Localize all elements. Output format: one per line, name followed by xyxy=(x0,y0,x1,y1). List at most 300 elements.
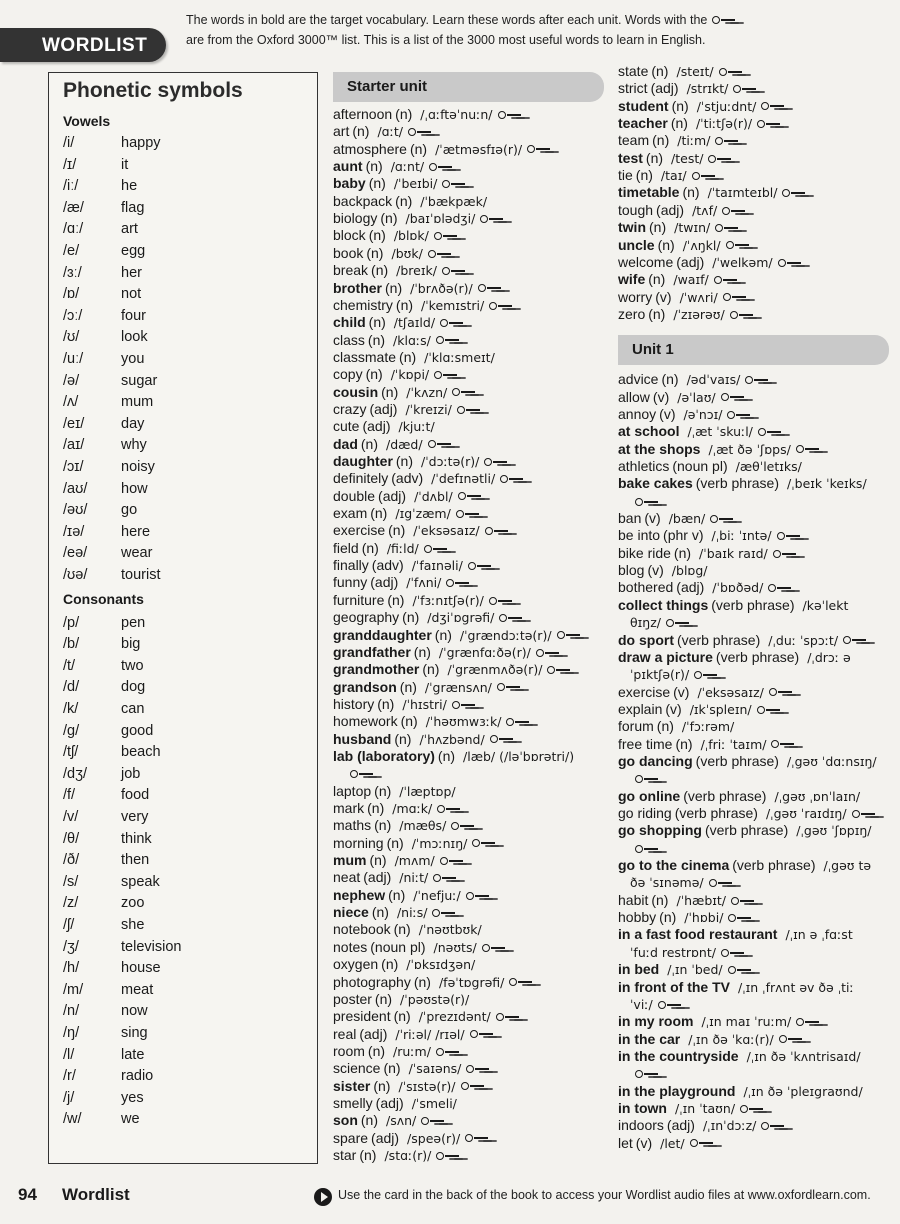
wordlist-entry xyxy=(618,202,746,219)
oxford-3000-key-icon xyxy=(536,649,560,658)
phonetic-symbol: /eɪ/ xyxy=(63,415,85,432)
example-word: how xyxy=(121,480,148,497)
entry-word: room xyxy=(333,1042,365,1059)
part-of-speech: (n) xyxy=(437,747,456,764)
pronunciation: /ˈhɒbi/ xyxy=(684,910,724,926)
part-of-speech: (n) xyxy=(361,539,379,556)
pronunciation: /ˌgəʊ ˈraɪdɪŋ/ xyxy=(765,806,847,821)
part-of-speech: (verb phrase) xyxy=(674,805,758,821)
oxford-3000-key-icon xyxy=(782,189,806,198)
entry-word: definitely xyxy=(333,470,389,487)
phonetic-symbol: /iː/ xyxy=(63,178,79,195)
oxford-3000-key-icon xyxy=(472,839,496,848)
pronunciation: /ˌɪn maɪ ˈruːm/ xyxy=(701,1014,792,1030)
part-of-speech: (adj) xyxy=(676,579,705,596)
oxford-3000-key-icon xyxy=(470,1030,494,1039)
entry-word: art xyxy=(333,123,350,140)
pronunciation: /ˈgrænsʌn/ xyxy=(424,679,492,695)
part-of-speech: (adv) xyxy=(391,470,424,487)
entry-word: forum xyxy=(618,718,654,735)
part-of-speech: (n) xyxy=(387,591,405,608)
example-word: radio xyxy=(121,1068,154,1085)
pronunciation: /əˈlaʊ/ xyxy=(677,389,716,405)
oxford-3000-key-icon xyxy=(500,475,524,484)
oxford-3000-key-icon xyxy=(773,550,797,559)
part-of-speech: (n) xyxy=(371,262,389,279)
part-of-speech: (verb phrase) xyxy=(683,787,767,804)
example-word: flag xyxy=(121,199,145,216)
entry-word: state xyxy=(618,63,649,79)
wordlist-entry xyxy=(333,453,508,470)
pronunciation: /ɑːnt/ xyxy=(390,159,425,175)
oxford-3000-key-icon xyxy=(635,845,659,854)
phonetic-symbol: /g/ xyxy=(63,722,80,739)
entry-word: in my room xyxy=(618,1013,694,1030)
oxford-3000-key-icon xyxy=(730,311,754,320)
wordlist-entry xyxy=(333,869,457,886)
wordlist-entry xyxy=(333,488,482,505)
vowel-row xyxy=(63,351,144,372)
wordlist-entry xyxy=(618,115,781,132)
entry-word: bike ride xyxy=(618,544,671,561)
entry-word: allow xyxy=(618,388,650,405)
part-of-speech: (n) xyxy=(422,661,440,678)
phonetic-symbols-box xyxy=(48,72,318,1164)
wordlist-entry xyxy=(618,545,797,562)
part-of-speech: (verb phrase) xyxy=(711,596,795,613)
oxford-3000-key-icon xyxy=(482,944,506,953)
wordlist-entry xyxy=(333,748,574,783)
part-of-speech: (n) xyxy=(409,140,428,157)
pronunciation: /ˌɪn ðə ˈkʌntrisaɪd/ xyxy=(746,1048,861,1064)
pronunciation: /ˌɑːftəˈnuːn/ xyxy=(420,107,493,122)
pronunciation: /ˈnəʊtbʊk/ xyxy=(418,922,482,938)
example-word: food xyxy=(121,787,150,804)
part-of-speech: (n) xyxy=(393,921,411,938)
part-of-speech: (n) xyxy=(395,453,414,469)
phonetic-symbol: /i/ xyxy=(63,135,75,151)
oxford-3000-key-icon xyxy=(758,428,782,437)
wordlist-entry xyxy=(333,921,482,938)
oxford-3000-key-icon xyxy=(480,215,504,224)
oxford-3000-key-icon xyxy=(509,978,533,987)
wordlist-entry xyxy=(333,800,461,817)
wordlist-entry xyxy=(618,701,781,718)
wordlist-entry xyxy=(618,736,795,753)
vowel-row xyxy=(63,459,155,480)
phonetic-symbol: /ʒ/ xyxy=(63,938,79,955)
oxford-3000-key-icon xyxy=(458,492,482,501)
wordlist-entry xyxy=(333,193,487,210)
consonant-row xyxy=(63,831,152,852)
pronunciation: /breɪk/ xyxy=(396,263,437,279)
entry-word: indoors xyxy=(618,1117,664,1134)
entry-word: cute xyxy=(333,418,360,435)
example-word: pen xyxy=(121,614,146,631)
wordlist-entry xyxy=(333,904,456,921)
pronunciation: /ˌfriː ˈtaɪm/ xyxy=(700,736,767,752)
wordlist-entry xyxy=(618,458,802,475)
example-word: two xyxy=(121,657,144,674)
intro-line-1: The words in bold are the target vocabulary. Learn these words after each unit. Words with the xyxy=(186,13,708,27)
pronunciation: /ˌɪn ˌfrʌnt əv ðə ˌtiː xyxy=(737,979,854,995)
entry-word: teacher xyxy=(618,115,668,132)
consonants-heading: Consonants xyxy=(63,590,144,607)
oxford-3000-key-icon xyxy=(408,128,432,137)
wordlist-entry xyxy=(333,141,551,158)
oxford-3000-key-icon xyxy=(436,336,460,345)
pronunciation-continued: ˈpɪktʃə(r)/ xyxy=(618,666,851,683)
page-title: Wordlist xyxy=(62,1185,130,1204)
phonetic-symbol: /ɔɪ/ xyxy=(63,459,84,475)
entry-word: maths xyxy=(333,817,372,834)
entry-word: exam xyxy=(333,505,368,522)
entry-word: let xyxy=(618,1134,633,1151)
wordlist-entry xyxy=(333,1130,489,1147)
part-of-speech: (verb phrase) xyxy=(704,822,789,839)
vowel-row xyxy=(63,243,145,264)
entry-word: history xyxy=(333,695,375,712)
example-word: yes xyxy=(121,1089,144,1106)
example-word: dog xyxy=(121,679,146,696)
part-of-speech: (v) xyxy=(673,683,690,700)
consonant-row xyxy=(63,1068,153,1089)
pronunciation: /ˈsaɪəns/ xyxy=(408,1061,462,1077)
wordlist-entry xyxy=(618,441,820,458)
oxford-3000-key-icon xyxy=(547,666,571,675)
phonetic-symbol: /uː/ xyxy=(63,351,84,367)
part-of-speech: (n) xyxy=(670,115,688,132)
entry-word: uncle xyxy=(618,236,655,253)
oxford-3000-key-icon xyxy=(451,822,475,831)
part-of-speech: (n) xyxy=(383,1060,401,1077)
example-word: tourist xyxy=(121,567,161,583)
unit-1-title: Unit 1 xyxy=(632,341,674,359)
entry-word: geography xyxy=(333,609,400,626)
vowel-row xyxy=(63,157,128,178)
entry-word: go online xyxy=(618,787,681,804)
part-of-speech: (adj) xyxy=(378,487,407,504)
pronunciation: /ˌgəʊ ˈdɑːnsɪŋ/ xyxy=(786,753,877,769)
pronunciation: /ˈgrænfɑːðə(r)/ xyxy=(438,644,531,660)
entry-word: in the car xyxy=(618,1030,681,1047)
pronunciation: /ɑːt/ xyxy=(377,124,403,140)
wordlist-entry xyxy=(333,418,435,435)
wordlist-entry xyxy=(618,423,782,440)
pronunciation: /ˈfɔːrəm/ xyxy=(681,719,735,735)
phonetic-symbol: /ɔː/ xyxy=(63,307,83,324)
phonetic-symbol: /ʊ/ xyxy=(63,329,80,346)
intro-text xyxy=(186,10,786,50)
wordlist-entry xyxy=(618,254,802,271)
pronunciation: /ˈfaɪnəli/ xyxy=(411,558,463,574)
consonant-row xyxy=(63,982,153,1003)
example-word: now xyxy=(121,1003,148,1020)
key-icon xyxy=(712,16,736,25)
entry-word: team xyxy=(618,132,650,149)
phonetic-symbol: /ɪə/ xyxy=(63,523,85,540)
wordlist-entry xyxy=(333,661,571,678)
pronunciation: /ɪkˈspleɪn/ xyxy=(689,701,752,717)
example-word: egg xyxy=(121,243,146,259)
wordlist-entry xyxy=(618,389,745,406)
vowel-row xyxy=(63,437,147,458)
entry-word: backpack xyxy=(333,192,393,209)
vowel-row xyxy=(63,502,137,523)
wordlist-entry xyxy=(333,262,466,279)
wordlist-entry xyxy=(618,184,806,201)
wordlist-entry xyxy=(333,939,506,956)
part-of-speech: (adj) xyxy=(656,201,685,218)
wordlist-tab xyxy=(0,28,166,62)
wordlist-entry xyxy=(618,822,872,857)
audio-disc-icon xyxy=(314,1188,332,1206)
consonant-row xyxy=(63,960,161,981)
wordlist-entry xyxy=(333,540,448,557)
entry-word: timetable xyxy=(618,184,680,201)
key-icon-line xyxy=(618,1065,861,1082)
oxford-3000-key-icon xyxy=(466,1065,490,1074)
oxford-3000-key-icon xyxy=(440,857,464,866)
intro-line-2: are from the Oxford 3000™ list. This is a list of the 3000 most useful words to learn in English. xyxy=(186,33,706,47)
part-of-speech: (phr v) xyxy=(663,527,704,544)
wordlist-entry xyxy=(618,237,750,254)
phonetic-symbol: /n/ xyxy=(63,1003,80,1020)
entry-word: draw a picture xyxy=(618,648,713,665)
wordlist-entry xyxy=(333,227,458,244)
pronunciation-continued: ˈviː/ xyxy=(618,996,854,1013)
example-word: job xyxy=(121,765,141,782)
phonetic-symbol: /ʌ/ xyxy=(63,394,79,411)
phonetic-symbol: /aɪ/ xyxy=(63,437,85,454)
example-word: very xyxy=(121,809,149,825)
phonetic-symbol: /e/ xyxy=(63,243,80,259)
oxford-3000-key-icon xyxy=(843,636,867,645)
wordlist-entry xyxy=(333,280,502,297)
oxford-3000-key-icon xyxy=(727,411,751,420)
part-of-speech: (n) xyxy=(395,192,413,209)
pronunciation: /ˈmɔːnɪŋ/ xyxy=(411,835,468,851)
wordlist-entry xyxy=(333,1112,445,1129)
pronunciation: /ˌgəʊ tə xyxy=(823,858,872,874)
consonant-row xyxy=(63,636,140,657)
wordlist-entry xyxy=(333,1060,490,1077)
pronunciation: /waɪf/ xyxy=(673,272,709,288)
pronunciation: /ˈklɑːsmeɪt/ xyxy=(424,349,495,365)
pronunciation: /dæd/ xyxy=(386,436,423,452)
part-of-speech: (n) xyxy=(373,1077,391,1094)
entry-word: lab (laboratory) xyxy=(333,747,435,764)
example-word: her xyxy=(121,264,142,281)
oxford-3000-key-icon xyxy=(852,810,876,819)
wordlist-entry xyxy=(618,788,860,805)
entry-word: class xyxy=(333,331,365,348)
wordlist-entry xyxy=(333,817,475,834)
example-word: happy xyxy=(121,135,161,151)
oxford-3000-key-icon xyxy=(484,458,508,467)
entry-word: bothered xyxy=(618,579,674,596)
part-of-speech: (n) xyxy=(671,97,689,114)
oxford-3000-key-icon xyxy=(428,440,452,449)
wordlist-entry xyxy=(618,150,732,167)
wordlist-entry xyxy=(333,210,504,227)
wordlist-entry xyxy=(333,1026,494,1043)
phonetic-symbol: /k/ xyxy=(63,701,79,717)
example-word: sugar xyxy=(121,372,158,389)
example-word: think xyxy=(121,830,152,847)
pronunciation: /ˈwelkəm/ xyxy=(712,254,773,270)
wordlist-entry xyxy=(333,297,513,314)
phonetic-symbol: /ʊə/ xyxy=(63,567,88,583)
entry-word: go riding xyxy=(618,805,672,821)
part-of-speech: (n) xyxy=(368,314,386,331)
part-of-speech: (n) xyxy=(388,886,406,903)
phonetic-symbol: /p/ xyxy=(63,614,80,631)
oxford-3000-key-icon xyxy=(757,120,781,129)
oxford-3000-key-icon xyxy=(761,1122,785,1131)
wordlist-entry xyxy=(333,1008,520,1025)
wordlist-entry xyxy=(333,557,492,574)
oxford-3000-key-icon xyxy=(489,302,513,311)
oxford-3000-key-icon xyxy=(452,701,476,710)
entry-word: book xyxy=(333,244,364,261)
vowel-row xyxy=(63,567,161,588)
entry-word: grandmother xyxy=(333,661,420,678)
part-of-speech: (n) xyxy=(360,435,379,452)
part-of-speech: (v) xyxy=(647,562,664,579)
entry-word: brother xyxy=(333,279,382,296)
oxford-3000-key-icon xyxy=(708,155,732,164)
example-word: television xyxy=(121,938,182,955)
entry-word: science xyxy=(333,1060,381,1077)
wordlist-entry xyxy=(618,579,792,596)
pronunciation: /tiːm/ xyxy=(677,133,711,149)
pronunciation-continued: θɪŋz/ xyxy=(618,614,848,631)
vowel-row xyxy=(63,524,150,545)
vowel-row xyxy=(63,416,144,437)
entry-word: collect things xyxy=(618,596,709,613)
wordlist-entry xyxy=(333,175,466,192)
example-word: mum xyxy=(121,394,154,411)
entry-word: smelly xyxy=(333,1094,373,1111)
example-word: noisy xyxy=(121,459,155,475)
wordlist-entry xyxy=(618,684,793,701)
pronunciation: /ˌbiː ˈɪntə/ xyxy=(711,528,772,544)
wordlist-entry xyxy=(333,470,524,487)
pronunciation: /ˈstjuːdnt/ xyxy=(696,98,757,114)
entry-word: sister xyxy=(333,1077,371,1094)
wordlist-entry xyxy=(618,979,854,1014)
phonetic-symbol: /ʃ/ xyxy=(63,917,75,933)
part-of-speech: (n) xyxy=(365,158,383,175)
entry-word: child xyxy=(333,314,366,331)
part-of-speech: (n) xyxy=(381,383,399,400)
example-word: you xyxy=(121,351,145,367)
pronunciation: /ˈætməsfɪə(r)/ xyxy=(435,141,523,157)
consonant-row xyxy=(63,679,145,700)
oxford-3000-key-icon xyxy=(722,207,746,216)
entry-word: mark xyxy=(333,800,365,816)
wordlist-entry xyxy=(618,98,785,115)
pronunciation: /ˈbaɪk raɪd/ xyxy=(699,545,768,561)
pronunciation: /tʃaɪld/ xyxy=(393,315,436,331)
entry-word: baby xyxy=(333,175,366,192)
part-of-speech: (n) xyxy=(374,817,392,834)
wordlist-entry xyxy=(333,349,495,366)
pronunciation: /ˈtiːtʃə(r)/ xyxy=(695,116,753,132)
consonant-row xyxy=(63,917,144,938)
entry-word: notes xyxy=(333,938,368,955)
consonant-row xyxy=(63,723,153,744)
oxford-3000-key-icon xyxy=(728,966,752,975)
entry-word: classmate xyxy=(333,348,397,365)
part-of-speech: (n) xyxy=(377,695,395,712)
entry-word: cousin xyxy=(333,383,379,400)
pronunciation: /test/ xyxy=(671,150,704,166)
pronunciation: /ˈwʌri/ xyxy=(679,289,718,305)
example-word: good xyxy=(121,722,154,739)
phonetic-symbol: /æ/ xyxy=(63,199,84,216)
oxford-3000-key-icon xyxy=(468,562,492,571)
oxford-3000-key-icon xyxy=(778,259,802,268)
wordlist-entry xyxy=(618,562,708,579)
vowels-heading: Vowels xyxy=(63,113,111,129)
entry-word: in a fast food restaurant xyxy=(618,926,778,943)
wordlist-entry xyxy=(333,123,432,140)
part-of-speech: (n) xyxy=(656,718,674,735)
pronunciation: /ˈsɪstə(r)/ xyxy=(398,1078,456,1094)
pronunciation: /niːs/ xyxy=(396,905,428,921)
pronunciation: /ˌduː ˈspɔːt/ xyxy=(768,632,839,648)
phonetic-symbol: /ɜː/ xyxy=(63,264,82,281)
part-of-speech: (adv) xyxy=(371,557,404,574)
phonetic-symbol: /əʊ/ xyxy=(63,502,88,519)
oxford-3000-key-icon xyxy=(740,1105,764,1114)
part-of-speech: (n) xyxy=(369,852,387,869)
entry-word: star xyxy=(333,1147,357,1163)
example-word: day xyxy=(121,415,145,432)
oxford-3000-key-icon xyxy=(434,371,458,380)
entry-word: president xyxy=(333,1008,391,1025)
pronunciation: /ˈkemɪstri/ xyxy=(421,297,485,313)
oxford-3000-key-icon xyxy=(499,614,523,623)
wordlist-entry xyxy=(618,1083,863,1100)
entry-word: go dancing xyxy=(618,752,693,769)
entry-word: homework xyxy=(333,713,398,730)
pronunciation: /ˈeksəsaɪz/ xyxy=(413,523,480,539)
pronunciation: /speə(r)/ xyxy=(407,1130,461,1146)
wordlist-entry xyxy=(618,805,876,822)
part-of-speech: (n) xyxy=(399,348,417,365)
pronunciation: /ˌgəʊ ˈʃɒpɪŋ/ xyxy=(796,823,872,839)
oxford-3000-key-icon xyxy=(719,68,743,77)
part-of-speech: (adj) xyxy=(370,574,399,591)
part-of-speech: (n) xyxy=(402,609,420,626)
oxford-3000-key-icon xyxy=(437,805,461,814)
phonetic-symbol: /ə/ xyxy=(63,372,80,389)
pronunciation: /ˈprezɪdənt/ xyxy=(418,1009,491,1025)
entry-word: advice xyxy=(618,371,659,388)
wordlist-entry xyxy=(333,436,452,453)
example-word: four xyxy=(121,307,146,324)
wordlist-entry xyxy=(333,401,481,418)
example-word: look xyxy=(121,329,148,346)
pronunciation: /ˈhʌzbənd/ xyxy=(419,731,485,747)
part-of-speech: (n) xyxy=(675,735,693,752)
oxford-3000-key-icon xyxy=(497,683,521,692)
entry-word: wife xyxy=(618,271,646,288)
oxford-3000-key-icon xyxy=(557,631,581,640)
